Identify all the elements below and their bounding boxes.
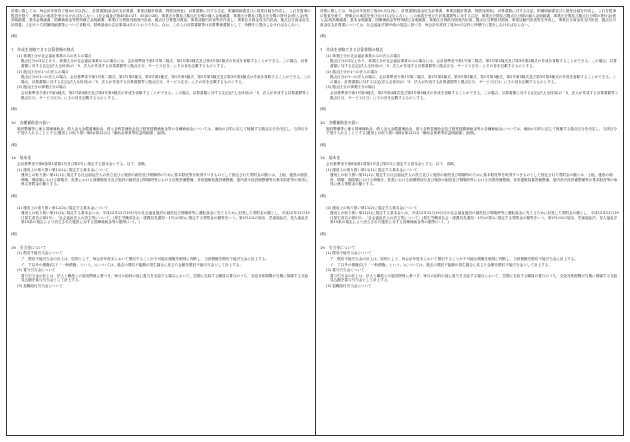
section-14b-body: 運用上の取り扱い第11(2)に規定する基本金とは、平成12年12月19日付の社会福祉施設の創設及び増築時等に運転資金に充てるために収受した寄附金の額とし、平成12年12月19日厚生省告示第2号…「社会福祉法人の設立等について」(厚生労働省社会・援護局長通知・1号)の第1に規定する寄附金の額等をいう。第2号の2の届出、児童福祉法、老人福祉法第15条の規定により設立された施設に対する国庫補助金等の額等(いう。) — [330, 211, 619, 225]
section-10-title: 10 各種補助金の扱い — [11, 119, 51, 125]
section-14-subheading: (1) 運用上の取り扱い第11(1)に規定する基本金について — [17, 167, 109, 172]
ellipsis: (略) — [320, 34, 327, 39]
section-19-line: ア 徴収不能引当金の計上は、原則として、毎会計年度末において徴収することが不可能な債権を個別に判断し、当該債権を徴収不能引当金に計上する。 — [330, 257, 578, 261]
section-14b-title: (2) 運用上の取り扱い第11(2)に規定する基本金について — [17, 205, 109, 210]
ellipsis: (略) — [11, 194, 18, 199]
comparison-table — [6, 6, 624, 436]
section-14-sub-body: 運用上の取り扱い第11(1)に規定する社会福祉法人の設立並びに施設の創設及び増築時のために基本財産等を取得すべきものとして指定された寄附金の額とは、土地、施設の創設、増築、増改築における増築分、拡張における面積増加分及び施設の創設及び増築時等における初度設備整備、非常通報装置設備整備、屋内消火栓設備整備等の基本財産等の取得に係る寄附金の額とする。 — [330, 173, 618, 187]
section-19-line: イ ア以外の債権(以下「一般債権」という。)については、過去の徴収不能額の発生割合に応じた金額を徴収不能引当金として計上する。 — [21, 262, 243, 267]
section-7-line: 拠点区分が1つの法人の場合、会計基準省令第1号第二様式、第2号第2様式、第3号第2様式、第1号第3様式、第2号第3様式及び第3号第3様式の作成を省略することができる。この場合、計算書類に対する注記(法人全体用)の「5．法人が作成する計算書類等と拠点区分、サービス区分」にその旨を記載するものとする。 — [21, 75, 311, 84]
section-14-title: 14 基本金 — [320, 155, 341, 161]
section-14-sub-body: 運用上の取り扱い第11(1)に規定する社会福祉法人の設立並びに施設の創設及び増築時のために基本財産等を取得すべきものとして指定された寄附金の額とは、土地、施設の創設、増築、増改築における増築分、拡張における面積増加分及び施設の創設及び増築時等における初度設備整備、非常通報装置設備整備、屋内消火栓設備整備等の基本財産等の取得に係る寄附金の額とする。 — [21, 173, 311, 187]
section-19-title: 19 引当金について — [11, 244, 47, 250]
section-7-line: 会計基準省令第1号第4様式、第2号第4様式及び第3号第4様式の作成を省略することができる。この場合、計算書類に対する注記(法人全体用)の「5．法人が作成する計算書類等と拠点区分、サービス区分」にその旨を記載するものとする。 — [330, 90, 619, 100]
section-19-line: (3) 退職給付引当金について — [17, 283, 63, 288]
section-7-line: (2) 拠点区分が1つの法人の場合 — [326, 69, 378, 74]
section-7-title: 7 作成を省略できる計算書類の様式 — [11, 46, 75, 52]
section-19-line: 賞与引当金の計上は、法人と職員との雇用関係に基づき、毎月の給料の他に賞与を支給する場合において、翌期に支給する職員の賞与のうち、支給対象期間が当期に帰属する支給見込額を賞与引当金として計上する。 — [330, 273, 618, 283]
section-14b-title: (2) 運用上の取り扱い第11(2)に規定する基本金について — [326, 205, 418, 210]
section-7-line: (3) 拠点区分の事業区分の場合 — [17, 85, 67, 90]
section-19-line: 賞与引当金の計上は、法人と職員との雇用関係に基づき、毎月の給料の他に賞与を支給する場合において、翌期に支給する職員の賞与のうち、支給対象期間が当期に帰属する支給見込額を賞与引当金として計上する。 — [21, 273, 309, 283]
section-14-body: 会計基準省令第6条第1項第1号及び第2号に規定する基本金とする。以下、省略。 — [17, 162, 149, 167]
section-7-line: (3) 拠点区分の事業区分の場合 — [326, 85, 376, 90]
ellipsis: (略) — [320, 107, 327, 112]
section-10-body: 施設整備等に係る国庫補助金、借入金元金償還補助金、借入金利息補助金及び経常経費補助金等の各種補助金については、補助の目的に応じて帰属する拠点区分を決定し、当該区分で受け入れることとする(運用上の取り扱い第8)(第12(1))「補助金事業等収益明細書」参照)。 — [326, 126, 618, 136]
section-10-title: 10 各種補助金の扱い — [320, 119, 360, 125]
ellipsis: (略) — [11, 34, 18, 39]
section-7-line: (2) 拠点区分が1つの法人の場合 — [17, 69, 69, 74]
section-14-title: 14 基本金 — [11, 155, 32, 161]
section-19-line: (1) 徴収不能引当金について — [326, 251, 372, 256]
section-14b-body: 運用上の取り扱い第11(2)に規定する基本金とは、平成12年12月19日付の社会福祉施設の創設及び増築時等に運転資金に充てるために収受した寄附金の額とし、平成12年12月19日厚生省告示第2号…「社会福祉法人の設立等について」(厚生労働省社会・援護局長通知・1号)の第1に規定する寄附金の額等をいう。第2号の2の届出、児童福祉法、老人福祉法第15条の規定により設立された施設に対する国庫補助金等の額等(いう。) — [21, 211, 310, 225]
section-7-line: (1) 事業区分が社会福祉事業のみの法人の場合 — [326, 53, 401, 58]
ellipsis: (略) — [320, 232, 327, 237]
section-19-line: (3) 退職給付引当金について — [326, 283, 372, 288]
ellipsis: (略) — [11, 142, 18, 147]
section-14-body: 会計基準省令第6条第1項第1号及び第2号に規定する基本金とする。以下、省略。 — [326, 162, 458, 167]
section-19-line: (1) 徴収不能引当金について — [17, 251, 63, 256]
intro-paragraph: 所要に際しては、毎会計年度終了後3か月以内に、計算書類(資金収支計算書、事業活動計算書、貸借対照表)、計算書類に対する注記、附属明細書並びに財産目録を作成し、これを監事の監査を経て、理事会の承認を受けなければならない。この承認を受けた計算書類等に対する注記、事業区分間及び拠点区分間の繰入金明細書、事業区分間及び拠点区分間の貸付金(借入金)残高明細書、基本金明細書、国庫補助金等特別積立金明細書、事業区分貸借対照表内訳表、拠点区分貸借対照表、事業活動内訳表等を作成し、事業区分資金収支内訳表、拠点区分資金収支計算書については、社会福祉法第59条の規定に基づき、毎会計年度終了後3か月以内に所轄庁に提出しなければならない。 — [320, 9, 617, 27]
right-column — [316, 7, 623, 435]
section-7-title: 7 作成を省略できる計算書類の様式 — [320, 46, 384, 52]
section-19-line: イ ア以外の債権(以下「一般債権」という。)については、過去の徴収不能額の発生割合に応じた金額を徴収不能引当金として計上する。 — [330, 262, 552, 267]
section-7-line: 拠点区分が2以上あり、事業区分が社会福祉事業のみの場合には、会計基準省令第1号第二様式、第2号第2様式及び第3号第2様式の作成を省略することができる。この場合、計算書類に対する注記(法人全体用)の「5．法人が作成する計算書類等と拠点区分、サービス区分」にその旨を記載するものとする。 — [21, 59, 308, 68]
section-19-title: 19 引当金について — [320, 244, 356, 250]
section-19-line: (2) 賞与引当金について — [17, 268, 56, 273]
section-7-line: 拠点区分が1つの法人の場合、会計基準省令第1号第二様式、第2号第2様式、第3号第2様式、第1号第3様式、第2号第3様式及び第3号第3様式の作成を省略することができる。この場合、計算書類に対する注記(法人全体用)の「5．法人が作成する計算書類等と拠点区分、サービス区分」にその旨を記載するものとする。 — [330, 75, 617, 84]
section-19-line: ア 徴収不能引当金の計上は、原則として、毎会計年度末において徴収することが不可能な債権を個別に判断し、当該債権を徴収不能引当金に計上する。 — [21, 257, 269, 261]
section-7-line: 会計基準省令第1号第4様式、第2号第4様式及び第3号第4様式の作成を省略することができる。この場合、計算書類に対する注記(法人全体用)の「5．法人が作成する計算書類等と拠点区分、サービス区分」にその旨を記載するものとする。 — [21, 90, 310, 100]
section-19-line: (2) 賞与引当金について — [326, 268, 365, 273]
left-column — [7, 7, 316, 435]
ellipsis: (略) — [11, 107, 18, 112]
ellipsis: (略) — [11, 232, 18, 237]
intro-paragraph: 所要に際しては、毎会計年度終了後3か月以内に、計算書類(資金収支計算書、事業活動計算書、貸借対照表)、計算書類に対する注記、附属明細書並びに財産目録を作成し、これを監事の監査を経て、理事会の承認を受けなければならない。(社会福祉法第45条の27、45条の28)、事業区分間及び拠点区分間の繰入金明細書、事業区分間及び拠点区分間の貸付金(借入金)残高明細書、基本金明細書、国庫補助金等特別積立金明細書、事業区分貸借対照表内訳表、拠点区分貸借対照表、事業活動内訳表等を作成し、事業区分資金収支内訳表、拠点区分資金収支計算書。上記のうち附属明細書等について省略可。財務諸表の注記事項は次のとおりである。なお、これらの計算書類等は計算関係書類として、所轄庁に提出しなければならない。 — [11, 9, 311, 27]
ellipsis: (略) — [320, 194, 327, 199]
section-7-line: 拠点区分が2以上あり、事業区分が社会福祉事業のみの場合には、会計基準省令第1号第二様式、第2号第2様式及び第3号第2様式の作成を省略することができる。この場合、計算書類に対する注記(法人全体用)の「5．法人が作成する計算書類等と拠点区分、サービス区分」にその旨を記載するものとする。 — [330, 59, 617, 68]
section-14-subheading: (1) 運用上の取り扱い第11(1)に規定する基本金について — [326, 167, 418, 172]
section-7-line: (1) 事業区分が社会福祉事業のみの法人の場合 — [17, 53, 92, 58]
section-10-body: 施設整備等に係る国庫補助金、借入金元金償還補助金、借入金利息補助金及び経常経費補助金等の各種補助金については、補助の目的に応じて帰属する拠点区分を決定し、当該区分で受け入れることとする(運用上の取り扱い第8)(第12(1))「補助金事業等収益明細書」参照)。 — [17, 126, 309, 136]
ellipsis: (略) — [320, 142, 327, 147]
